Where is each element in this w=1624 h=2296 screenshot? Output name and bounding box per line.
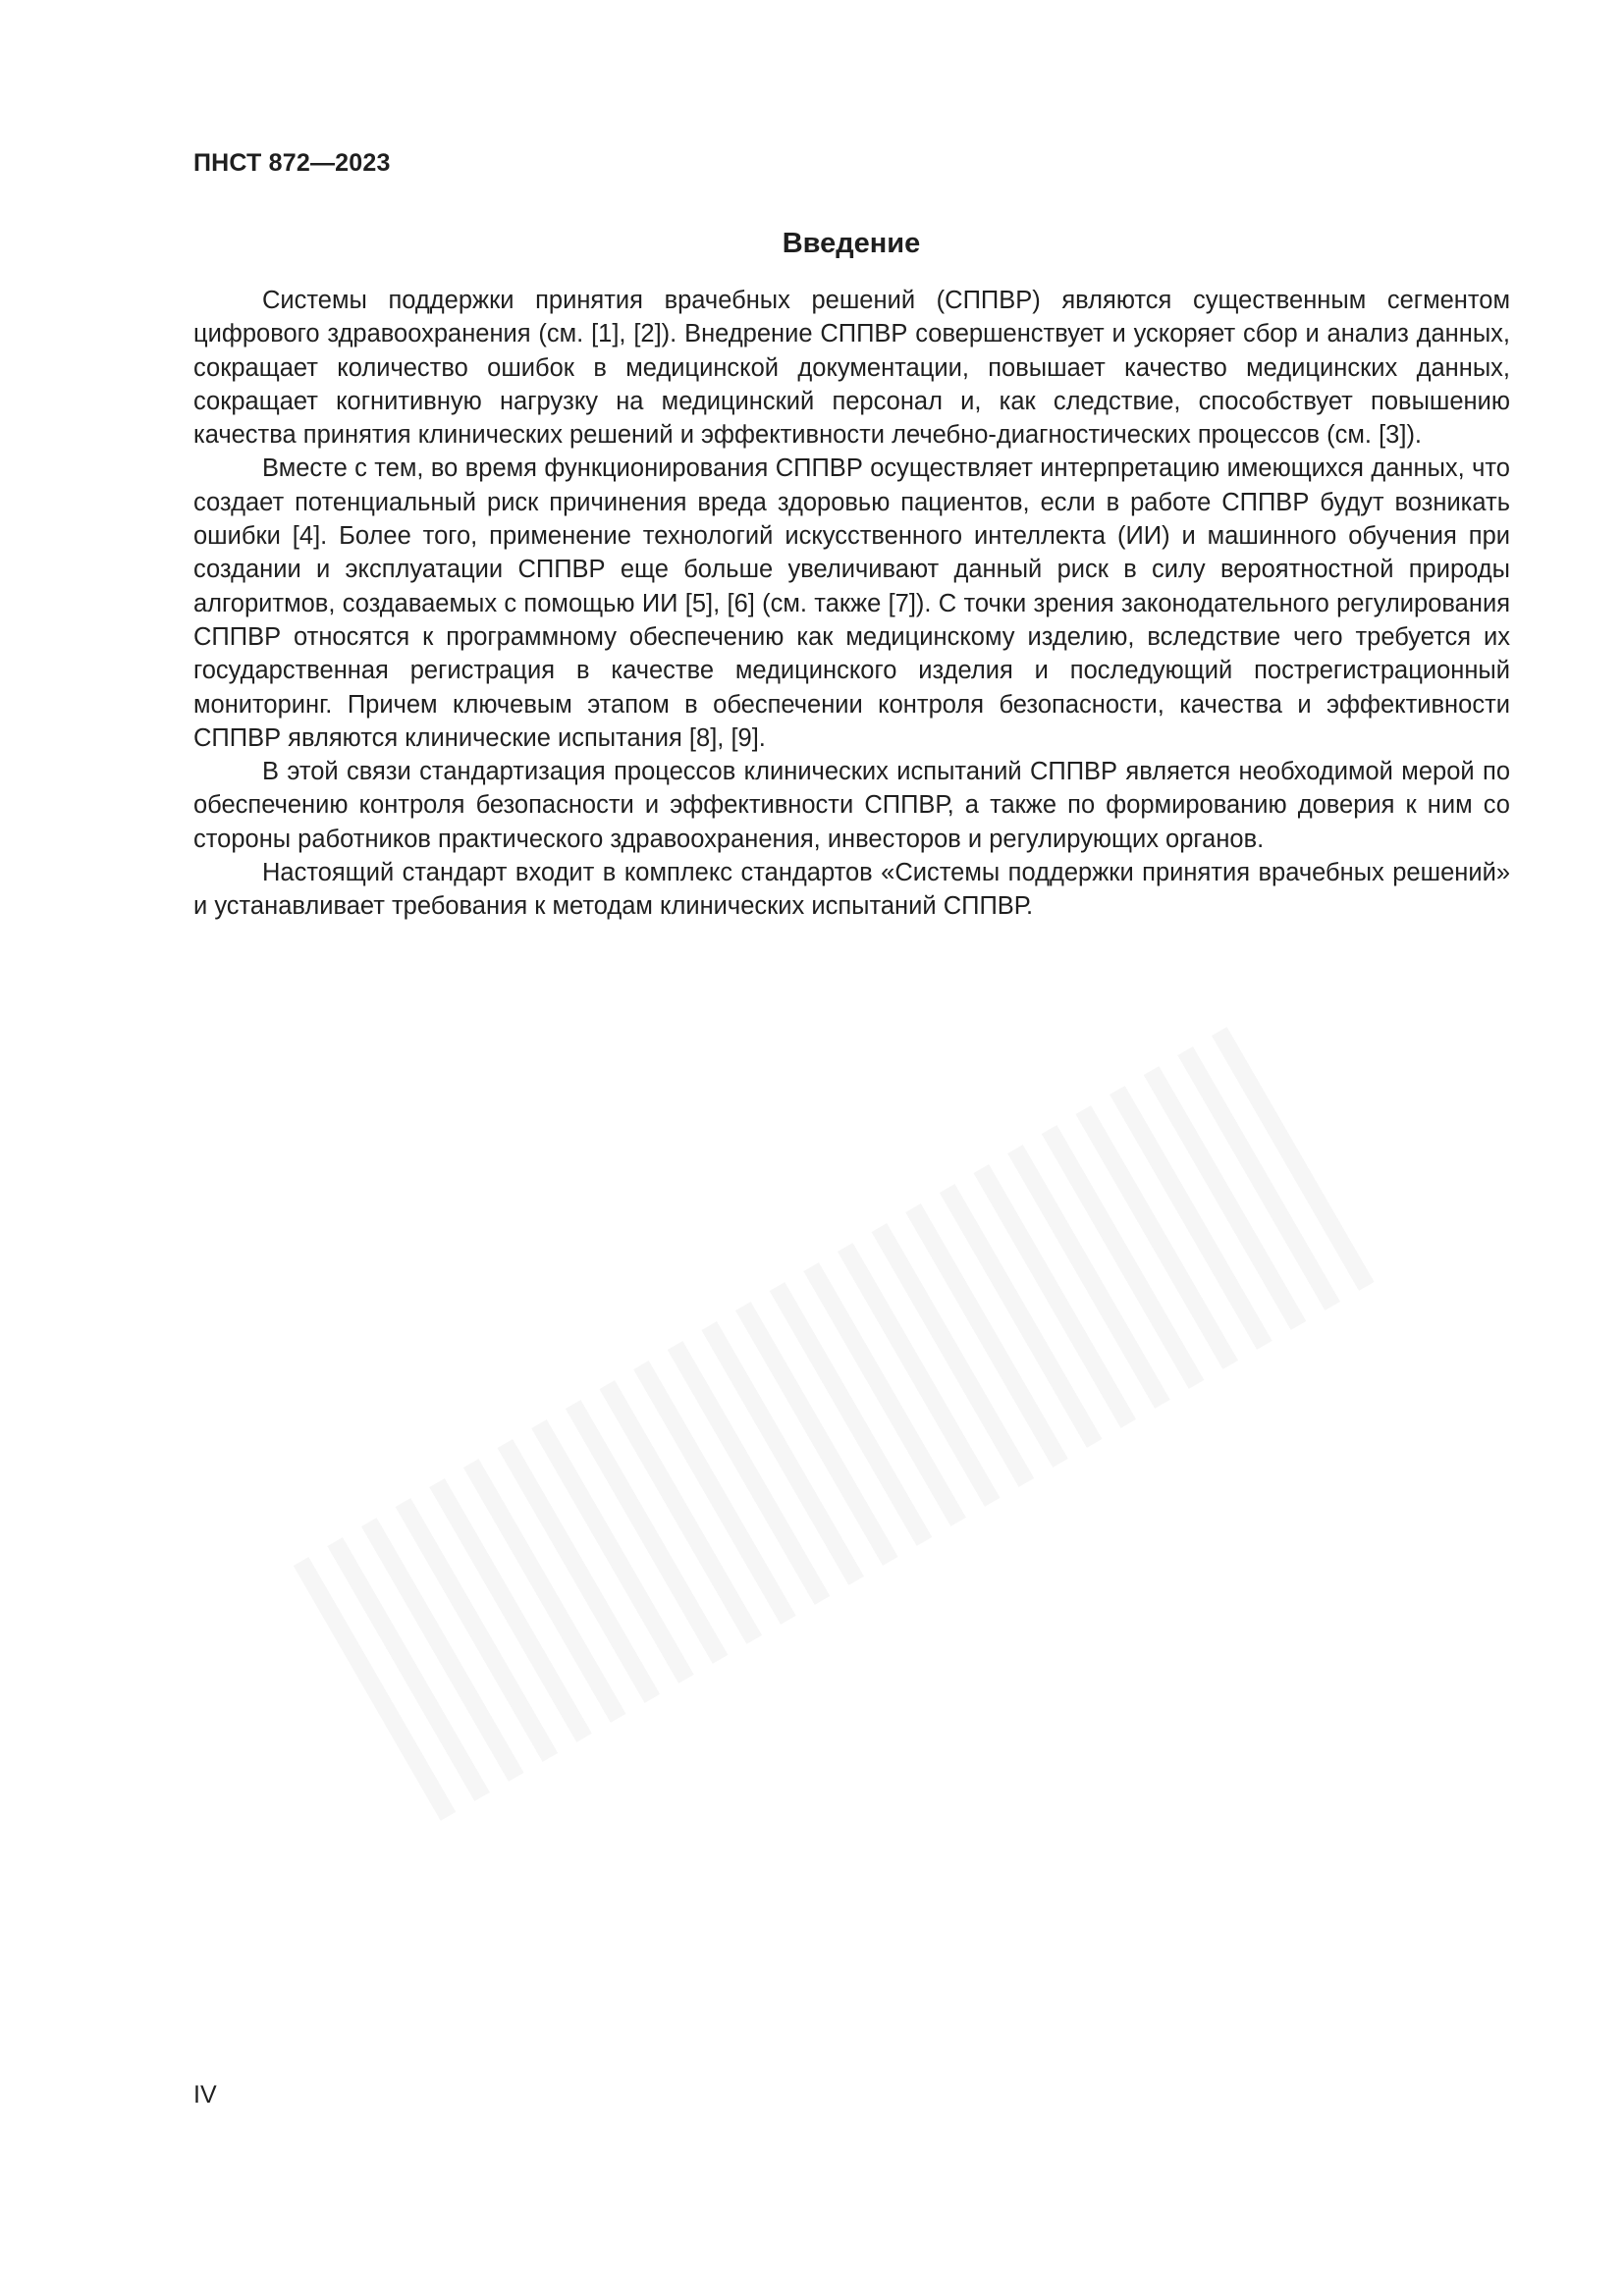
section-title: Введение: [782, 228, 921, 259]
paragraph: Настоящий стандарт входит в комплекс стандартов «Системы поддержки принятия врачебных решений» и устанавливает требования к методам клинических испытаний СППВР.: [193, 859, 1510, 921]
paragraph: Вместе с тем, во время функционирования СППВР осуществляет интерпретацию имеющихся данных, что создает потенциальный риск причинения вреда здоровью пациентов, если в работе СППВР будут возникать ошибки [4]. Более того, применение технологий искусственного интеллекта (ИИ) и машинного обучения при создании и эксплуатации СППВР еще больше увеличивают данный риск в силу вероятностной природы алгоритмов, создаваемых с помощью ИИ [5], [6] (см. также [7]). С точки зрения законодательного регулирования СППВР относятся к программному обеспечению как медицинскому изделию, вследствие чего требуется их государственная регистрация в качестве медицинского изделия и последующий пострегистрационный мониторинг. Причем ключевым этапом в обеспечении контроля безопасности, качества и эффективности СППВР являются клинические испытания [8], [9].: [193, 454, 1510, 752]
paragraph: В этой связи стандартизация процессов клинических испытаний СППВР является необходимой мерой по обеспечению контроля безопасности и эффективности СППВР, а также по формированию доверия к ним со стороны работников практического здравоохранения, инвесторов и регулирующих органов.: [193, 758, 1510, 853]
watermark: [294, 1026, 1377, 1821]
page-number: IV: [193, 2081, 217, 2109]
body-text: [193, 284, 1510, 924]
document-id-header: ПНСТ 872—2023: [193, 149, 391, 177]
paragraph: Системы поддержки принятия врачебных решений (СППВР) являются существенным сегментом цифрового здравоохранения (см. [1], [2]). Внедрение СППВР совершенствует и ускоряет сбор и анализ данных, сокращает количество ошибок в медицинской документации, повышает качество медицинских данных, сокращает когнитивную нагрузку на медицинский персонал и, как следствие, способствует повышению качества принятия клинических решений и эффективности лечебно-диагностических процессов (см. [3]).: [193, 287, 1510, 450]
